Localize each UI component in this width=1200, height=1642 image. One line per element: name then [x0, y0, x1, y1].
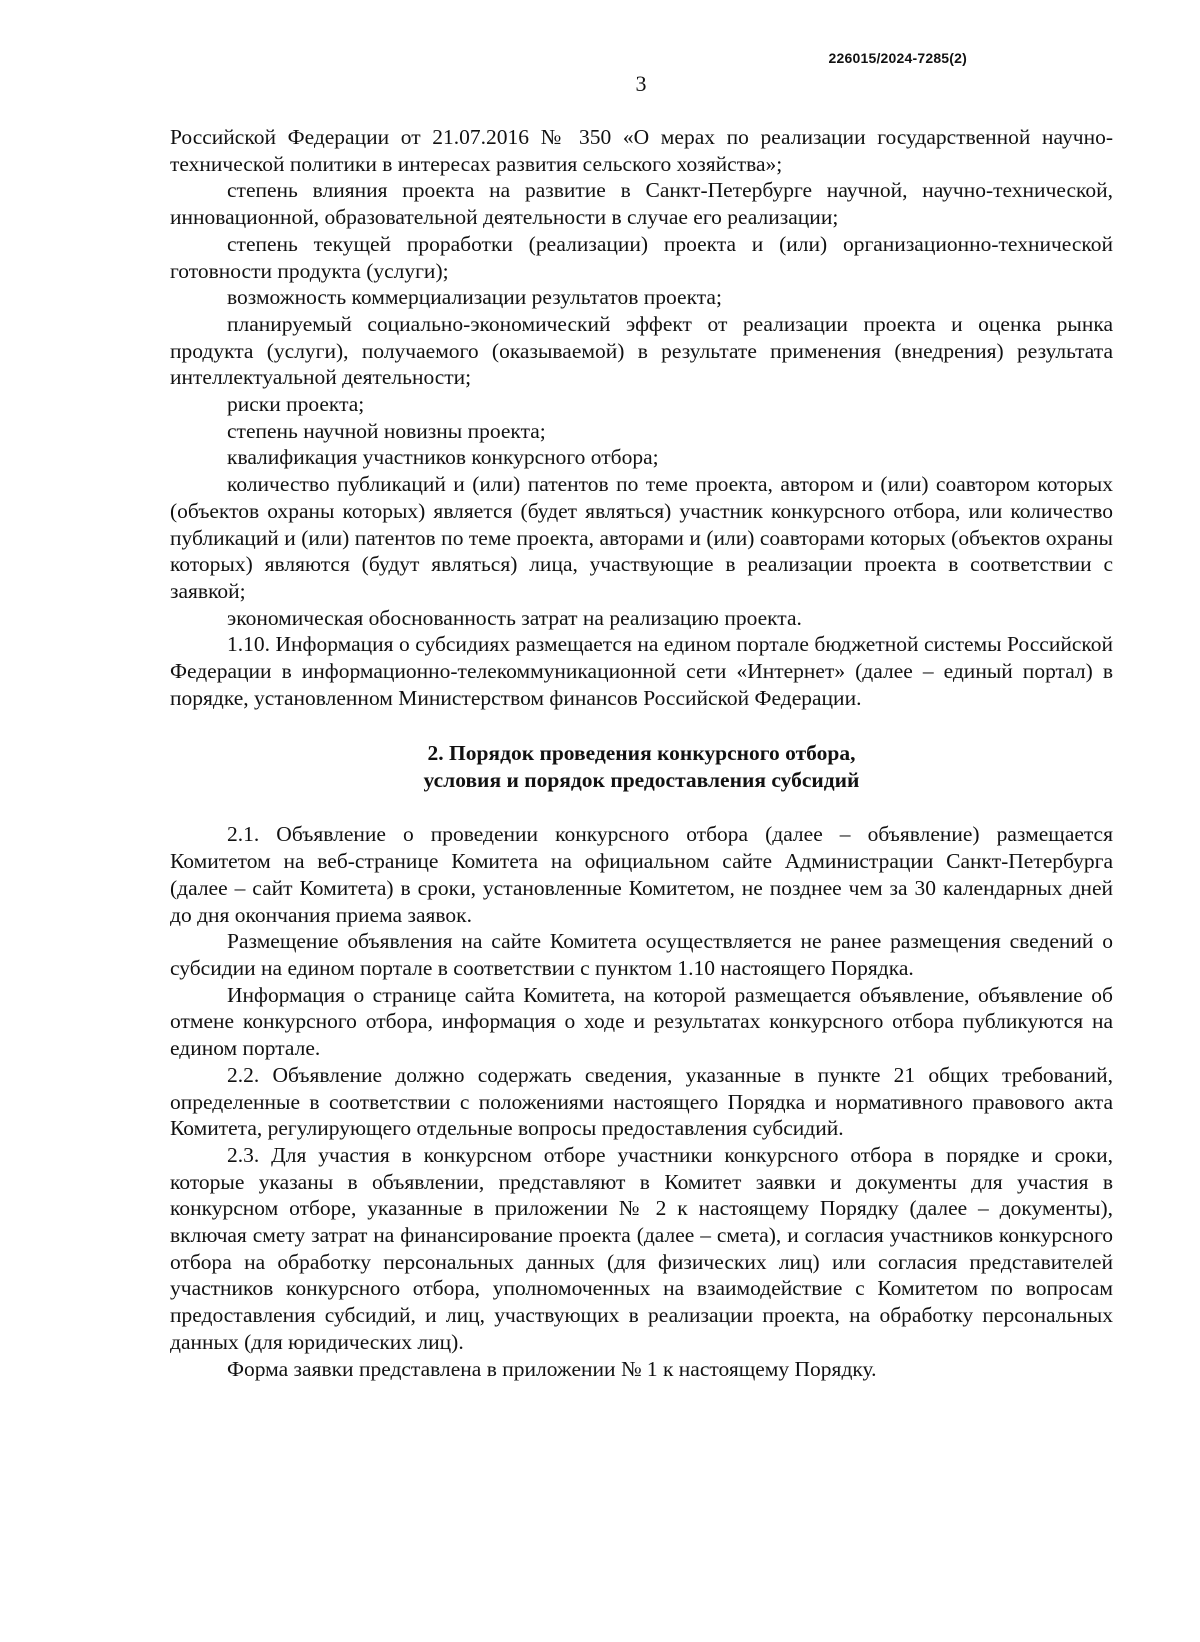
page-number: 3 — [635, 71, 647, 96]
section-heading — [170, 740, 1113, 794]
criterion-publications: количество публикаций и (или) патентов по теме проекта, автором и (или) соавтором которых (объектов охраны которых) является (будет являться) участник конкурсного отбора, или количество публикаций и (или) патентов по теме проекта, авторами и (или) соавторами которых (объектов охраны которых) являются (будут являться) лица, участвующие в реализации проекта в соответствии с заявкой; — [170, 472, 1113, 603]
criterion-cost-justification: экономическая обоснованность затрат на реализацию проекта. — [227, 605, 802, 630]
clause-1-10: 1.10. Информация о субсидиях размещается на едином портале бюджетной системы Российской Федерации в информационно-телекоммуникационной сети «Интернет» (далее – единый портал) в порядке, установленном Министерством финансов Российской Федерации. — [170, 632, 1113, 710]
clause-2-2: 2.2. Объявление должно содержать сведения, указанные в пункте 21 общих требований, определенные в соответствии с положениями настоящего Порядка и нормативного правового акта Комитета, регулирующего отдельные вопросы предоставления субсидий. — [170, 1062, 1113, 1141]
section-heading-line-2: условия и порядок предоставления субсидий — [423, 768, 860, 793]
criterion-risks: риски проекта; — [227, 392, 365, 417]
criterion-readiness: степень текущей проработки (реализации) проекта и (или) организационно-технической готовности продукта (услуги); — [170, 231, 1113, 283]
clause-2-1-information: Информация о странице сайта Комитета, на которой размещается объявление, объявление об отмене конкурсного отбора, информация о ходе и результатах конкурсного отбора публикуются на едином портале. — [170, 982, 1113, 1061]
clause-2-3: 2.3. Для участия в конкурсном отборе участники конкурсного отбора в порядке и сроки, которые указаны в объявлении, представляют в Комитет заявки и документы для участия в конкурсном отборе, указанные в приложении № 2 к настоящему Порядку (далее – документы), включая смету затрат на финансирование проекта (далее – смета), и согласия участников конкурсного отбора на обработку персональных данных (для физических лиц) или согласия представителей участников конкурсного отбора, уполномоченных на взаимодействие с Комитетом по вопросам предоставления субсидий, и лиц, участвующих в реализации проекта, на обработку персональных данных (для юридических лиц). — [170, 1142, 1113, 1354]
clause-2-1: 2.1. Объявление о проведении конкурсного отбора (далее – объявление) размещается Комитетом на веб-странице Комитета на официальном сайте Администрации Санкт-Петербурга (далее – сайт Комитета) в сроки, установленные Комитетом, не позднее чем за 30 календарных дней до дня окончания приема заявок. — [170, 822, 1113, 927]
criterion-qualification: квалификация участников конкурсного отбора; — [227, 445, 659, 470]
document-body — [170, 124, 1113, 1382]
clause-2-1-placement: Размещение объявления на сайте Комитета осуществляется не ранее размещения сведений о субсидии на едином портале в соответствии с пунктом 1.10 настоящего Порядка. — [170, 929, 1113, 980]
paragraph-continuation: Российской Федерации от 21.07.2016 № 350 «О мерах по реализации государственной научно-технической политики в интересах развития сельского хозяйства»; — [170, 125, 1113, 176]
criterion-social-economic-effect: планируемый социально-экономический эффект от реализации проекта и оценка рынка продукта (услуги), получаемого (оказываемой) в результате применения (внедрения) результата интеллектуальной деятельности; — [170, 311, 1113, 390]
document-id: 226015/2024-7285(2) — [828, 50, 967, 66]
section-heading-line-1: 2. Порядок проведения конкурсного отбора, — [427, 741, 856, 766]
criterion-influence: степень влияния проекта на развитие в Санкт-Петербурге научной, научно-технической, инновационной, образовательной деятельности в случае его реализации; — [170, 178, 1113, 230]
clause-2-3-form: Форма заявки представлена в приложении № 1 к настоящему Порядку. — [227, 1356, 877, 1381]
criterion-novelty: степень научной новизны проекта; — [227, 418, 546, 443]
criterion-commercialization: возможность коммерциализации результатов проекта; — [227, 285, 722, 310]
